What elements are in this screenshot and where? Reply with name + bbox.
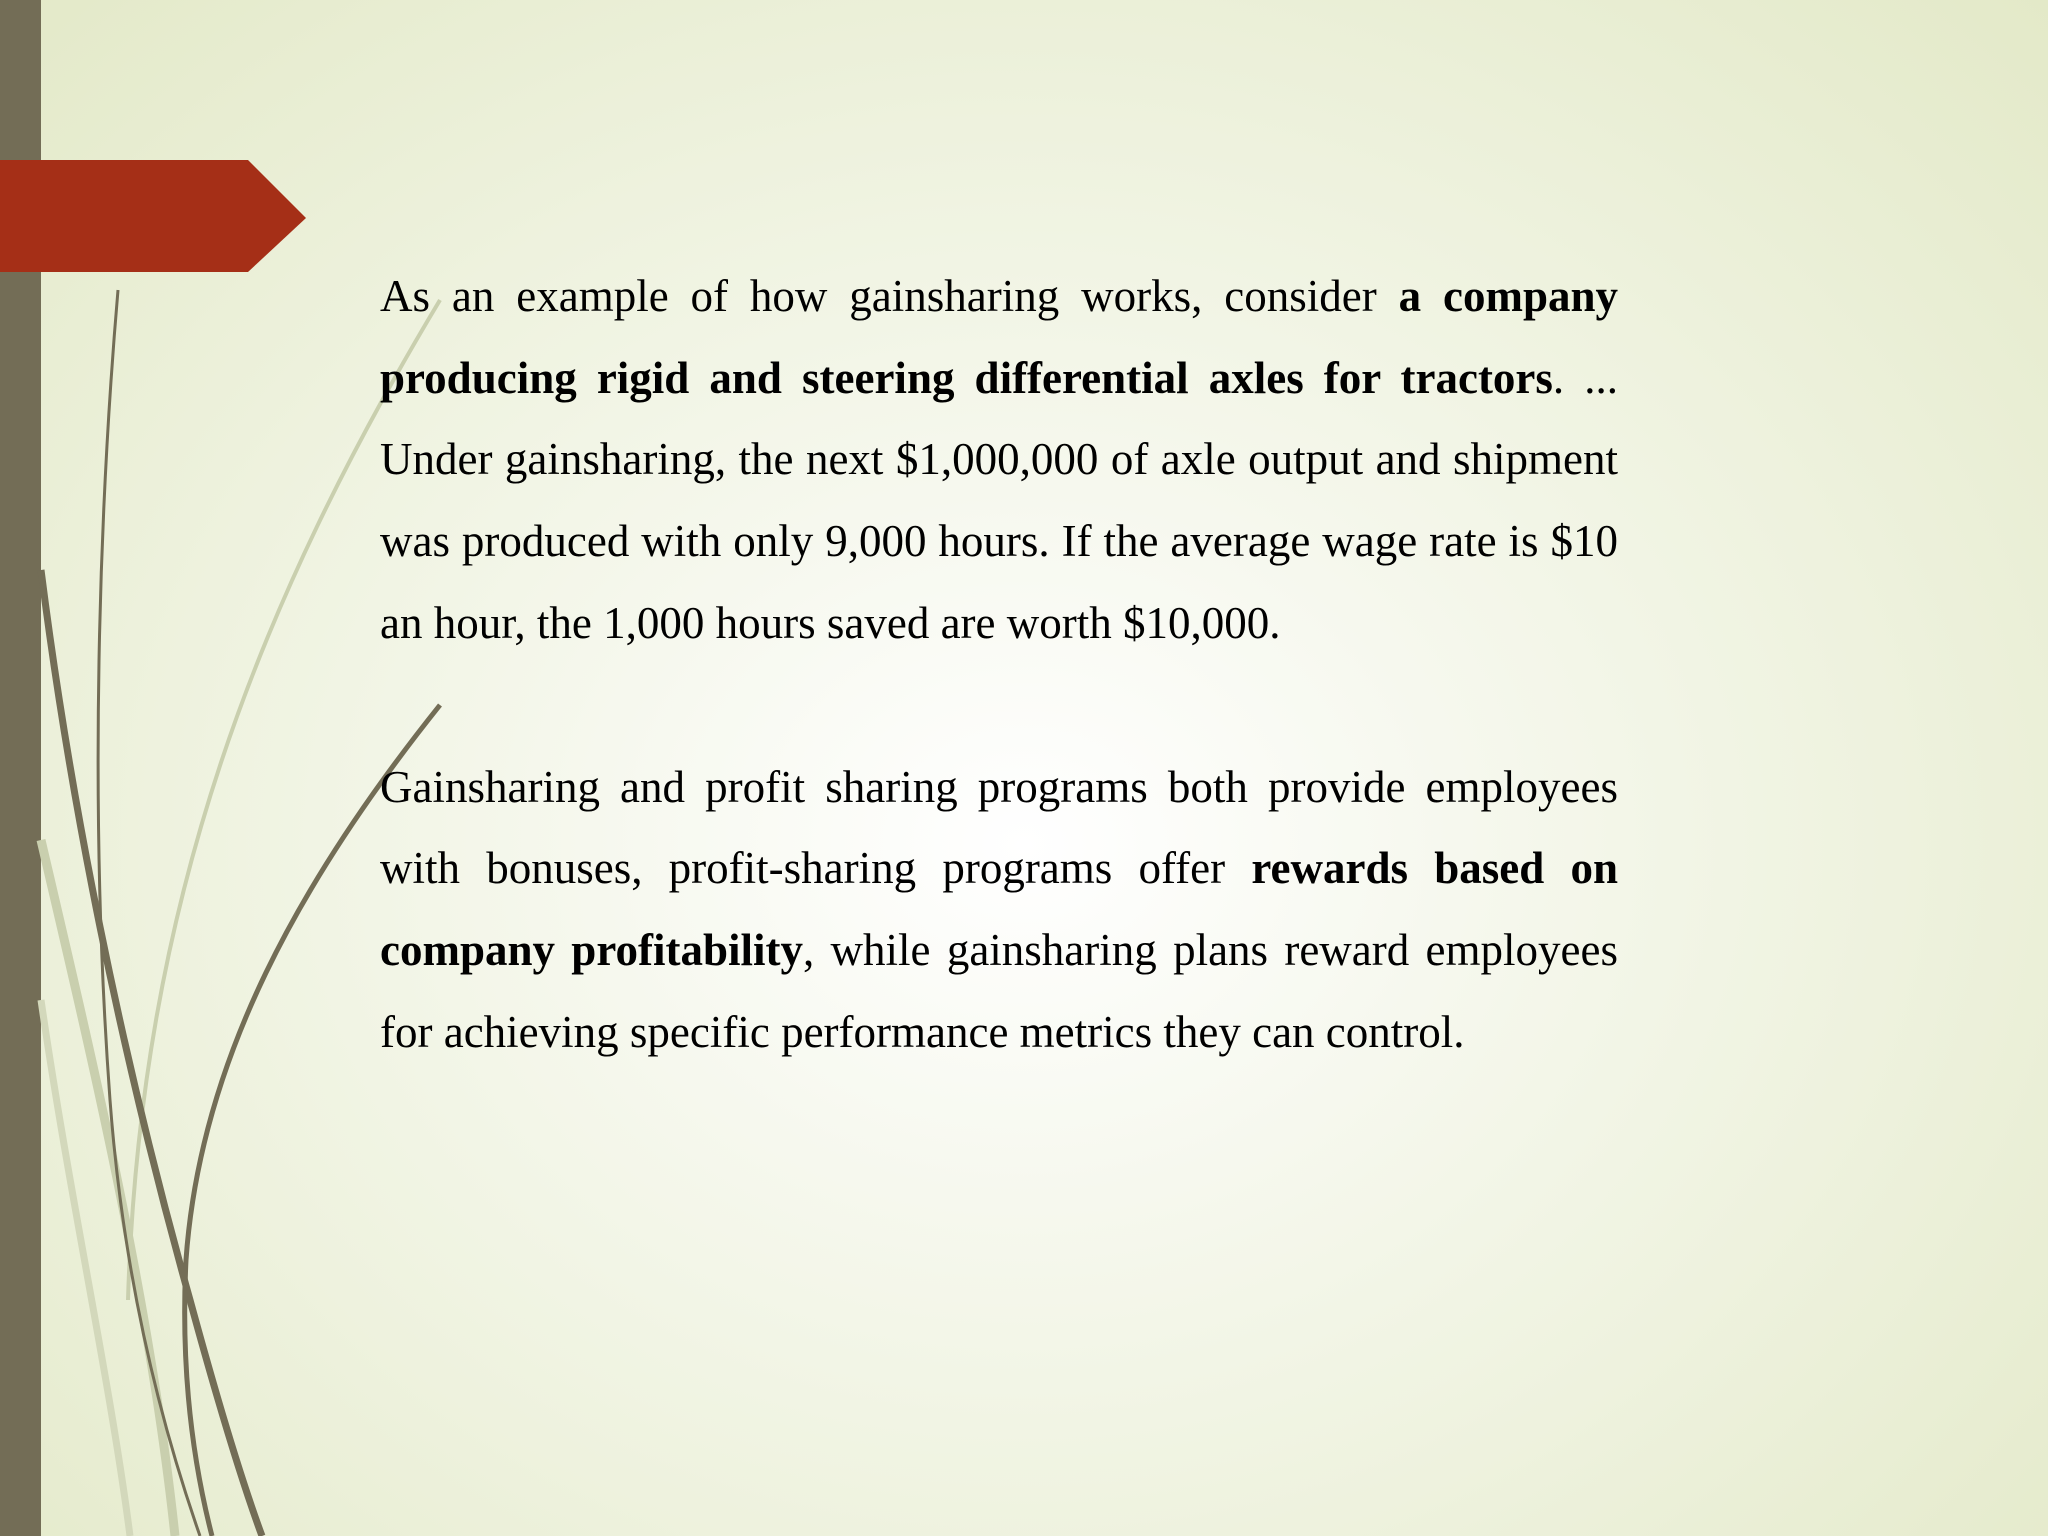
red-arrow-tab — [0, 160, 306, 272]
p2-run-3: , while gainsharing plans reward employees for achieving specific performance metrics they can control. — [380, 924, 1618, 1057]
decor-curve-light-2 — [41, 840, 175, 1536]
p1-run-2-bold: a company producing rigid and steering differential axles for tractors — [380, 271, 1619, 403]
p1-run-1: As an example of how gainsharing works, consider — [380, 271, 1399, 321]
decor-curve-light-3 — [41, 1000, 130, 1536]
p2-run-2-bold: rewards based on company profitability — [380, 843, 1618, 975]
p1-run-3: . ... Under gainsharing, the next $1,000,000 of axle output and shipment was produced with only 9,000 hours. If the average wage rate is $10 an hour, the 1,000 hours saved are worth $10,000. — [380, 352, 1618, 648]
paragraph-2 — [380, 747, 1618, 1074]
paragraph-1 — [380, 256, 1618, 665]
p2-run-1: Gainsharing and profit sharing programs both provide employees with bonuses, profit-sharing programs offer — [380, 761, 1618, 894]
slide-body — [380, 256, 1618, 1073]
